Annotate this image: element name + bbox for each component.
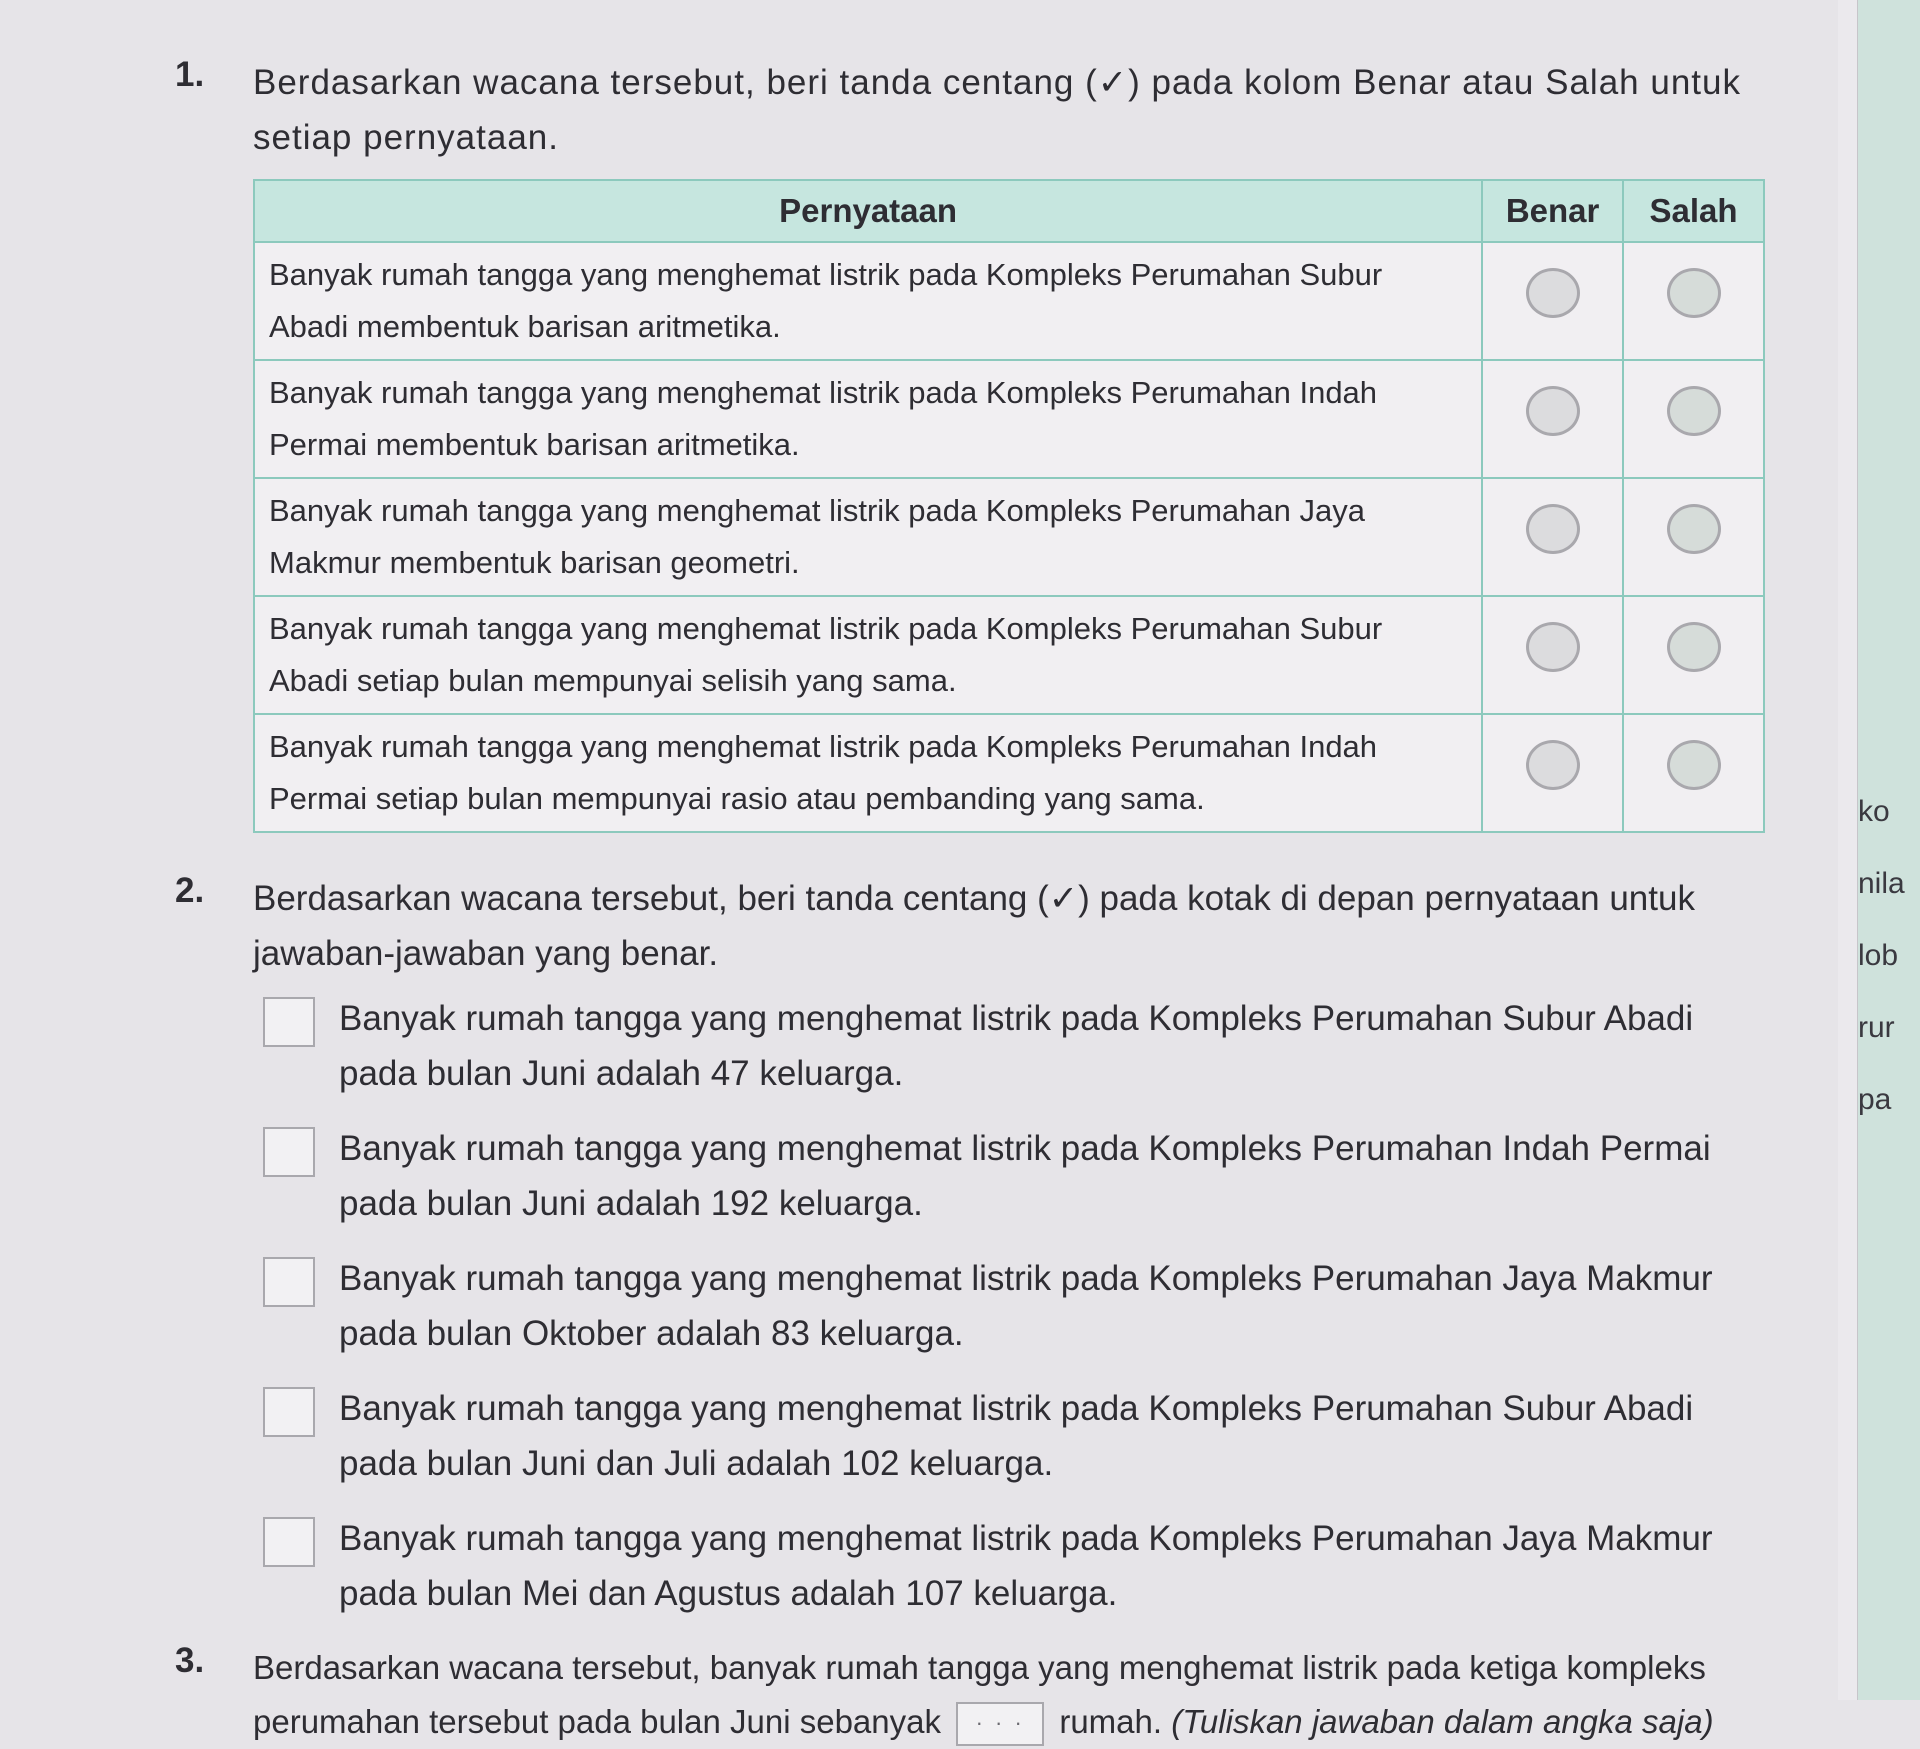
table-row (254, 478, 1764, 596)
list-item (263, 991, 1795, 1101)
benar-radio[interactable] (1526, 268, 1580, 318)
option-text: Banyak rumah tangga yang menghemat listrik pada Kompleks Perumahan Subur Abadi pada bulan Juni dan Juli adalah 102 keluarga. (339, 1389, 1694, 1483)
question-1 (175, 55, 1795, 165)
list-item (263, 1121, 1795, 1231)
answer-checkbox[interactable] (263, 1387, 315, 1437)
answer-checkbox[interactable] (263, 1517, 315, 1567)
page-edge-strip (1838, 0, 1858, 1700)
table-row (254, 714, 1764, 832)
answer-checkbox[interactable] (263, 1127, 315, 1177)
benar-radio[interactable] (1526, 622, 1580, 672)
question-text (253, 1641, 1763, 1749)
salah-radio[interactable] (1667, 504, 1721, 554)
question-2 (175, 871, 1795, 981)
option-text: Banyak rumah tangga yang menghemat listrik pada Kompleks Perumahan Jaya Makmur pada bulan Mei dan Agustus adalah 107 keluarga. (339, 1519, 1713, 1613)
question-number: 3. (175, 1641, 205, 1680)
question-number: 1. (175, 55, 205, 94)
option-text: Banyak rumah tangga yang menghemat listrik pada Kompleks Perumahan Indah Permai pada bulan Juni adalah 192 keluarga. (339, 1129, 1711, 1223)
salah-radio[interactable] (1667, 622, 1721, 672)
statement-text: Banyak rumah tangga yang menghemat listrik pada Kompleks Perumahan Jaya Makmur membentuk barisan geometri. (254, 478, 1482, 596)
salah-radio[interactable] (1667, 268, 1721, 318)
margin-fragment: rur (1858, 1011, 1895, 1044)
margin-fragment: nila (1858, 867, 1905, 900)
question-number: 2. (175, 871, 205, 910)
header-salah: Salah (1623, 180, 1764, 242)
list-item (263, 1381, 1795, 1491)
salah-radio[interactable] (1667, 386, 1721, 436)
table-row (254, 596, 1764, 714)
worksheet (175, 55, 1795, 1749)
option-text: Banyak rumah tangga yang menghemat listrik pada Kompleks Perumahan Subur Abadi pada bulan Juni adalah 47 keluarga. (339, 999, 1694, 1093)
list-item (263, 1511, 1795, 1621)
benar-radio[interactable] (1526, 386, 1580, 436)
table-row (254, 360, 1764, 478)
list-item (263, 1251, 1795, 1361)
statement-text: Banyak rumah tangga yang menghemat listrik pada Kompleks Perumahan Indah Permai membentuk barisan aritmetika. (254, 360, 1482, 478)
question-text: Berdasarkan wacana tersebut, beri tanda centang (✓) pada kotak di depan pernyataan untuk jawaban-jawaban yang benar. (253, 879, 1695, 973)
option-text: Banyak rumah tangga yang menghemat listrik pada Kompleks Perumahan Jaya Makmur pada bulan Oktober adalah 83 keluarga. (339, 1259, 1713, 1353)
question-text: Berdasarkan wacana tersebut, beri tanda centang (✓) pada kolom Benar atau Salah untuk setiap pernyataan. (253, 63, 1741, 157)
question-3 (175, 1641, 1795, 1749)
header-statement: Pernyataan (254, 180, 1482, 242)
table-row (254, 242, 1764, 360)
benar-radio[interactable] (1526, 740, 1580, 790)
adjacent-page-text (1858, 795, 1920, 1117)
statement-text: Banyak rumah tangga yang menghemat listrik pada Kompleks Perumahan Subur Abadi membentuk barisan aritmetika. (254, 242, 1482, 360)
answer-instruction: (Tuliskan jawaban dalam angka saja) (1171, 1703, 1714, 1740)
checkbox-list (263, 991, 1795, 1621)
true-false-table (253, 179, 1765, 833)
question-text-after: rumah. (1059, 1703, 1163, 1740)
margin-fragment: ko (1858, 795, 1890, 828)
answer-input[interactable]: · · · (956, 1702, 1044, 1746)
margin-fragment: lob (1858, 939, 1899, 972)
margin-fragment: pa (1858, 1083, 1892, 1116)
question-text-before: Berdasarkan wacana tersebut, banyak rumah tangga yang menghemat listrik pada ketiga kompleks perumahan tersebut pada bulan Juni sebanyak (253, 1649, 1706, 1740)
answer-checkbox[interactable] (263, 1257, 315, 1307)
statement-text: Banyak rumah tangga yang menghemat listrik pada Kompleks Perumahan Indah Permai setiap bulan mempunyai rasio atau pembanding yang sama. (254, 714, 1482, 832)
answer-checkbox[interactable] (263, 997, 315, 1047)
statement-text: Banyak rumah tangga yang menghemat listrik pada Kompleks Perumahan Subur Abadi setiap bulan mempunyai selisih yang sama. (254, 596, 1482, 714)
benar-radio[interactable] (1526, 504, 1580, 554)
table-header-row (254, 180, 1764, 242)
salah-radio[interactable] (1667, 740, 1721, 790)
header-benar: Benar (1482, 180, 1623, 242)
